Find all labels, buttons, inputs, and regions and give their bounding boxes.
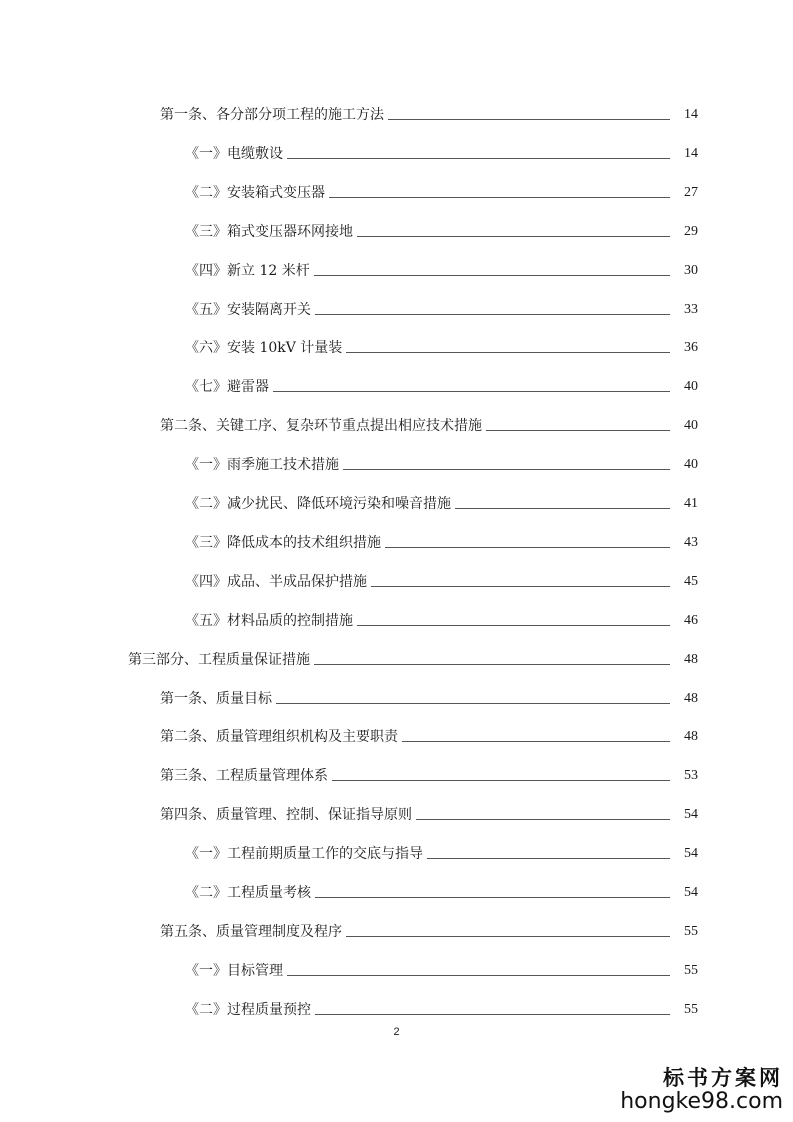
toc-leader-line <box>427 858 670 859</box>
toc-entry[interactable] <box>185 219 698 241</box>
watermark-url: hongke98.com <box>620 1089 783 1114</box>
toc-entry-label: 第三部分、工程质量保证措施 <box>128 651 310 668</box>
toc-entry-label: 《四》新立 12 米杆 <box>185 262 310 279</box>
toc-leader-line <box>416 819 670 820</box>
toc-entry-label: 《五》材料品质的控制措施 <box>185 612 353 629</box>
toc-entry[interactable] <box>185 608 698 630</box>
toc-entry-page: 55 <box>684 1001 698 1017</box>
toc-leader-line <box>332 780 670 781</box>
toc-entry[interactable] <box>185 997 698 1019</box>
toc-entry-label: 《四》成品、半成品保护措施 <box>185 573 367 590</box>
toc-leader-line <box>273 391 670 392</box>
toc-entry-label: 《二》过程质量预控 <box>185 1001 311 1018</box>
toc-entry-label: 第四条、质量管理、控制、保证指导原则 <box>160 807 412 824</box>
toc-leader-line <box>402 741 670 742</box>
toc-entry[interactable] <box>160 686 698 708</box>
toc-entry-page: 43 <box>684 534 698 550</box>
toc-entry-page: 48 <box>684 651 698 667</box>
toc-leader-line <box>346 352 670 353</box>
toc-entry[interactable] <box>185 374 698 396</box>
watermark <box>620 1066 783 1114</box>
toc-leader-line <box>314 275 670 276</box>
toc-leader-line <box>371 586 670 587</box>
toc-leader-line <box>314 664 670 665</box>
toc-leader-line <box>388 119 670 120</box>
toc-entry-page: 40 <box>684 457 698 473</box>
toc-entry-label: 第三条、工程质量管理体系 <box>160 768 328 785</box>
toc-entry-page: 54 <box>684 885 698 900</box>
toc-leader-line <box>385 547 670 548</box>
toc-entry-label: 《二》工程质量考核 <box>185 885 311 901</box>
toc-entry-page: 27 <box>684 184 698 200</box>
toc-entry[interactable] <box>185 258 698 280</box>
toc-entry-page: 55 <box>684 962 698 978</box>
toc-entry[interactable] <box>185 297 698 319</box>
page-number: 2 <box>393 1026 400 1038</box>
toc-leader-line <box>357 625 670 626</box>
toc-entry[interactable] <box>160 919 698 941</box>
toc-leader-line <box>329 197 670 198</box>
toc-entry-label: 《一》目标管理 <box>185 962 283 979</box>
toc-entry[interactable] <box>160 102 698 124</box>
toc-entry-page: 40 <box>684 379 698 395</box>
toc-entry[interactable] <box>160 724 698 746</box>
toc-entry-page: 54 <box>684 846 698 862</box>
toc-entry[interactable] <box>185 141 698 163</box>
toc-entry-label: 第一条、各分部分项工程的施工方法 <box>160 107 384 123</box>
toc-leader-line <box>276 703 670 704</box>
toc-entry[interactable] <box>185 569 698 591</box>
toc-leader-line <box>287 158 670 159</box>
toc-entry-label: 《二》减少扰民、降低环境污染和噪音措施 <box>185 496 451 512</box>
toc-entry-page: 30 <box>684 262 698 278</box>
toc-entry[interactable] <box>185 491 698 513</box>
toc-leader-line <box>357 236 670 237</box>
toc-entry[interactable] <box>185 841 698 863</box>
toc-leader-line <box>315 1014 670 1015</box>
toc-leader-line <box>343 469 670 470</box>
toc-entry-page: 46 <box>684 612 698 628</box>
toc-entry-label: 《三》箱式变压器环网接地 <box>185 223 353 240</box>
toc-entry-label: 第一条、质量目标 <box>160 690 272 707</box>
toc-entry-label: 《六》安装 10kV 计量装 <box>185 340 343 357</box>
toc-entry-label: 《五》安装隔离开关 <box>185 301 311 318</box>
toc-leader-line <box>315 314 670 315</box>
toc-entry-page: 48 <box>684 690 698 706</box>
toc-entry[interactable] <box>185 180 698 202</box>
toc-entry[interactable] <box>185 452 698 474</box>
toc-entry[interactable] <box>185 530 698 552</box>
toc-entry[interactable] <box>160 413 698 435</box>
toc-entry-label: 《三》降低成本的技术组织措施 <box>185 534 381 551</box>
toc-entry-page: 14 <box>684 145 698 161</box>
toc-entry-label: 《一》雨季施工技术措施 <box>185 457 339 474</box>
toc-entry-page: 45 <box>684 573 698 589</box>
toc-leader-line <box>315 897 670 898</box>
toc-entry-label: 第五条、质量管理制度及程序 <box>160 923 342 940</box>
toc-entry-label: 《一》电缆敷设 <box>185 145 283 162</box>
toc-entry-label: 第二条、关键工序、复杂环节重点提出相应技术措施 <box>160 418 482 435</box>
watermark-chinese: 标书方案网 <box>663 1066 783 1090</box>
toc-entry-page: 33 <box>684 301 698 317</box>
toc-entry-label: 第二条、质量管理组织机构及主要职责 <box>160 729 398 746</box>
toc-leader-line <box>287 975 670 976</box>
toc-entry[interactable] <box>128 647 698 669</box>
toc-leader-line <box>486 430 670 431</box>
toc-entry-label: 《一》工程前期质量工作的交底与指导 <box>185 846 423 863</box>
toc-entry-page: 55 <box>684 923 698 939</box>
toc-entry[interactable] <box>185 880 698 902</box>
toc-entry-page: 41 <box>684 496 698 511</box>
toc-entry[interactable] <box>185 335 698 357</box>
toc-entry[interactable] <box>160 802 698 824</box>
toc-entry[interactable] <box>185 958 698 980</box>
toc-entry-page: 14 <box>684 107 698 122</box>
toc-entry-label: 《二》安装箱式变压器 <box>185 184 325 201</box>
toc-entry-page: 40 <box>684 418 698 434</box>
toc-entry[interactable] <box>160 763 698 785</box>
toc-entry-page: 29 <box>684 223 698 239</box>
toc-entry-page: 54 <box>684 807 698 823</box>
toc-leader-line <box>455 508 670 509</box>
toc-leader-line <box>346 936 670 937</box>
toc-entry-page: 48 <box>684 729 698 745</box>
toc-entry-page: 36 <box>684 340 698 356</box>
toc-entry-page: 53 <box>684 768 698 784</box>
toc-entry-label: 《七》避雷器 <box>185 379 269 396</box>
